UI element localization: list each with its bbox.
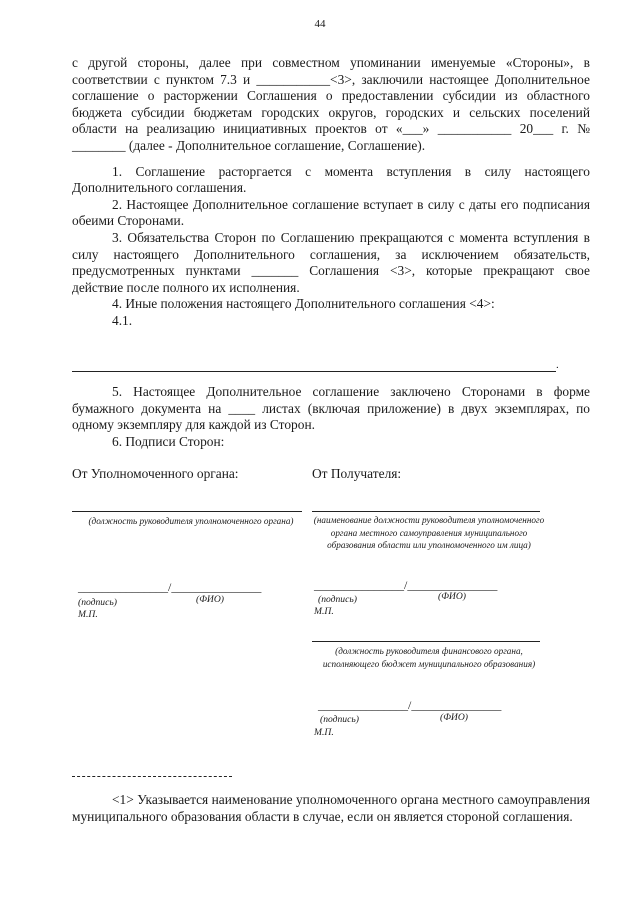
left-sign-line: _______________/_______________ (78, 580, 262, 594)
left-heading: От Уполномоченного органа: (72, 466, 239, 481)
finance-position-line (312, 641, 540, 642)
item-6: 6. Подписи Сторон: (112, 433, 225, 449)
left-seal: М.П. (78, 609, 98, 620)
finance-seal: М.П. (314, 727, 334, 738)
body-text-bottom (72, 384, 590, 450)
finance-sign-label: (подпись) (320, 714, 359, 725)
footnote-separator (72, 776, 232, 777)
finance-position-caption: (должность руководителя финансового органа, исполняющего бюджет муниципального образования) (322, 646, 536, 669)
item-5: 5. Настоящее Дополнительное соглашение заключено Сторонами в форме бумажного документа на ____ листах (включая приложение) в двух экземплярах, по одному экземпляру для каждой из Сторон. (72, 384, 590, 433)
fill-line-end: . (556, 359, 559, 371)
intro-paragraph: с другой стороны, далее при совместном упоминании именуемые «Стороны», в соответствии с пунктом 7.3 и ___________<3>, заключили настоящее Дополнительное соглашение о расторжении Соглашения о предоставлении субсидии из областного бюджета субсидии бюджетам городских округов, городских и сельских поселений области на реализацию инициативных проектов от «___» ___________ 20___ г. № ________ (далее - Дополнительное соглашение, Соглашение). (72, 55, 590, 153)
right-seal: М.П. (314, 606, 334, 617)
finance-sign-line: _______________/_______________ (318, 698, 502, 712)
right-position-line (312, 511, 540, 512)
item-3: 3. Обязательства Сторон по Соглашению прекращаются с момента вступления в силу настоящего Дополнительного соглашения, за исключением обязательств, предусмотренных пунктами _______ Соглашения <3>, которые прекращают свое действие после полного их исполнения. (72, 229, 590, 295)
page-number: 44 (314, 18, 326, 30)
footnote-text: <1> Указывается наименование уполномоченного органа местного самоуправления муниципального образования области в случае, если он является стороной соглашения. (72, 792, 590, 824)
body-text-top (72, 55, 590, 330)
footnote (72, 792, 590, 825)
item-2: 2. Настоящее Дополнительное соглашение вступает в силу с даты его подписания обеими Сторонами. (72, 196, 590, 229)
item-4-1: 4.1. (112, 312, 133, 328)
right-name-label: (ФИО) (438, 591, 466, 602)
left-position-caption: (должность руководителя уполномоченного органа) (88, 516, 294, 526)
left-sign-label: (подпись) (78, 597, 117, 608)
right-heading: От Получателя: (312, 466, 402, 481)
right-sign-line: _______________/_______________ (314, 578, 498, 592)
item-1: 1. Соглашение расторгается с момента вступления в силу настоящего Дополнительного соглашения. (72, 163, 590, 196)
finance-name-label: (ФИО) (440, 712, 468, 723)
right-sign-label: (подпись) (318, 594, 357, 605)
left-name-label: (ФИО) (196, 594, 224, 605)
fill-line (72, 371, 556, 372)
item-4: 4. Иные положения настоящего Дополнительного соглашения <4>: (112, 296, 495, 312)
left-position-line (72, 511, 302, 512)
right-position-caption: (наименование должности руководителя уполномоченного органа местного самоуправления муниципального образования области или уполномоченного им лица) (313, 515, 545, 550)
